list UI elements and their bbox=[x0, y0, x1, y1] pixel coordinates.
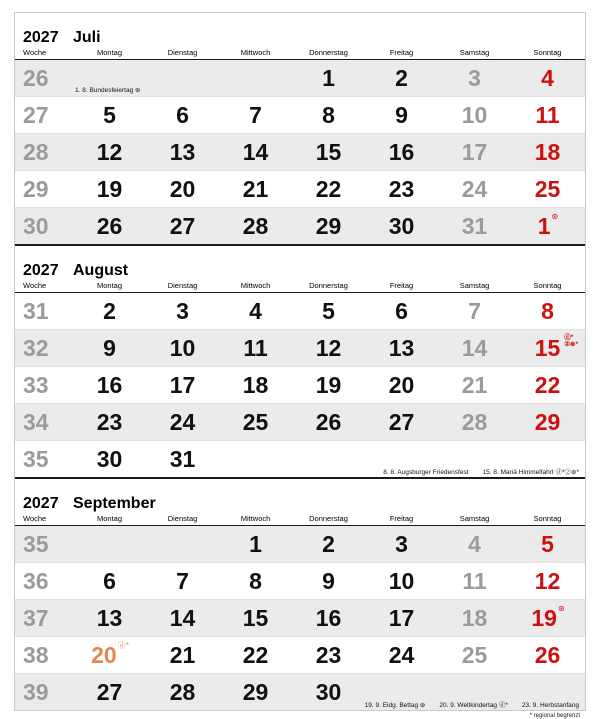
day-number: 29 bbox=[242, 678, 269, 705]
day-number: 13 bbox=[169, 138, 196, 165]
day-cell-empty bbox=[146, 60, 219, 96]
week-row bbox=[15, 367, 585, 404]
day-number: 27 bbox=[96, 678, 123, 705]
day-number: 13 bbox=[96, 604, 123, 631]
day-number: 8 bbox=[249, 567, 262, 594]
day-cell[interactable] bbox=[146, 293, 219, 329]
weekday-header-row bbox=[15, 46, 585, 60]
day-number: 10 bbox=[388, 567, 415, 594]
holiday-notes bbox=[351, 700, 585, 709]
day-cell[interactable] bbox=[219, 367, 292, 403]
day-number: 14 bbox=[242, 138, 269, 165]
weekday-label-donnerstag: Donnerstag bbox=[309, 281, 348, 290]
week-row bbox=[15, 330, 585, 367]
day-cell[interactable] bbox=[292, 367, 365, 403]
holiday-note: 15. 8. Mariä Himmelfahrt ⓓ*②⊛* bbox=[482, 469, 579, 476]
day-cell[interactable] bbox=[511, 60, 584, 96]
day-cell[interactable] bbox=[438, 60, 511, 96]
footnote: * regional begrenzt bbox=[529, 713, 580, 719]
day-number: 1 bbox=[322, 64, 335, 91]
day-cell[interactable] bbox=[511, 404, 584, 440]
day-number: 7 bbox=[249, 101, 262, 128]
day-cell[interactable] bbox=[219, 563, 292, 599]
day-cell[interactable] bbox=[511, 526, 584, 562]
weekday-label-samstag: Samstag bbox=[459, 48, 490, 57]
day-number: 7 bbox=[176, 567, 189, 594]
weekday-label-dienstag: Dienstag bbox=[167, 48, 198, 57]
day-cell[interactable] bbox=[219, 208, 292, 244]
day-number: 24 bbox=[169, 408, 196, 435]
day-cell[interactable] bbox=[73, 563, 146, 599]
week-row bbox=[15, 404, 585, 441]
day-cell[interactable] bbox=[146, 134, 219, 170]
weekday-label-freitag: Freitag bbox=[389, 281, 414, 290]
day-cell[interactable] bbox=[511, 600, 584, 636]
day-number: 23 bbox=[388, 175, 415, 202]
weekday-label-samstag: Samstag bbox=[459, 281, 490, 290]
day-marker: ⊛ bbox=[551, 212, 559, 221]
week-number: 37 bbox=[23, 604, 49, 631]
weekday-header-row bbox=[15, 512, 585, 526]
day-number: 20 bbox=[91, 641, 117, 668]
day-number: 17 bbox=[461, 138, 488, 165]
day-cell[interactable] bbox=[438, 367, 511, 403]
day-cell[interactable] bbox=[219, 600, 292, 636]
day-number: 26 bbox=[96, 212, 123, 239]
week-column-label: Woche bbox=[23, 281, 47, 290]
day-cell[interactable] bbox=[365, 404, 438, 440]
week-row bbox=[15, 637, 585, 674]
day-number: 30 bbox=[315, 678, 342, 705]
day-number: 24 bbox=[388, 641, 415, 668]
day-cell[interactable] bbox=[292, 563, 365, 599]
day-number: 8 bbox=[322, 101, 335, 128]
day-number: 20 bbox=[169, 175, 196, 202]
day-cell[interactable] bbox=[511, 134, 584, 170]
day-cell[interactable] bbox=[365, 367, 438, 403]
month-header bbox=[15, 246, 585, 279]
day-number: 7 bbox=[468, 297, 481, 324]
day-cell[interactable] bbox=[219, 404, 292, 440]
day-number: 17 bbox=[169, 371, 196, 398]
week-row bbox=[15, 60, 585, 97]
day-cell[interactable] bbox=[73, 404, 146, 440]
day-number: 18 bbox=[534, 138, 561, 165]
day-cell[interactable] bbox=[511, 367, 584, 403]
weekday-label-mittwoch: Mittwoch bbox=[240, 514, 271, 523]
day-cell-empty bbox=[73, 526, 146, 562]
week-row bbox=[15, 293, 585, 330]
day-number: 1 bbox=[537, 212, 551, 239]
week-row bbox=[15, 526, 585, 563]
day-cell[interactable] bbox=[146, 367, 219, 403]
day-number: 22 bbox=[242, 641, 269, 668]
day-number: 6 bbox=[176, 101, 189, 128]
day-number: 8 bbox=[541, 297, 554, 324]
day-cell[interactable] bbox=[365, 208, 438, 244]
week-column-label: Woche bbox=[23, 48, 47, 57]
day-cell[interactable] bbox=[438, 637, 511, 673]
weekday-label-samstag: Samstag bbox=[459, 514, 490, 523]
weekday-label-mittwoch: Mittwoch bbox=[240, 48, 271, 57]
day-marker: ⊛ bbox=[557, 604, 565, 613]
day-number: 21 bbox=[242, 175, 269, 202]
day-cell[interactable] bbox=[73, 97, 146, 133]
day-number: 28 bbox=[169, 678, 196, 705]
day-cell[interactable] bbox=[146, 637, 219, 673]
day-number: 15 bbox=[242, 604, 269, 631]
week-number: 27 bbox=[23, 101, 49, 128]
day-number: 18 bbox=[461, 604, 488, 631]
weekday-label-freitag: Freitag bbox=[389, 514, 414, 523]
day-cell[interactable] bbox=[219, 330, 292, 366]
day-number: 16 bbox=[96, 371, 123, 398]
day-marker: ⓓ* bbox=[117, 641, 129, 650]
month-name: September bbox=[73, 495, 156, 512]
day-number: 14 bbox=[461, 334, 488, 361]
day-cell[interactable] bbox=[438, 404, 511, 440]
day-cell[interactable] bbox=[219, 526, 292, 562]
weekday-label-montag: Montag bbox=[96, 281, 123, 290]
holiday-note: 19. 9. Eidg. Bettag ⊛ bbox=[364, 702, 426, 709]
day-cell[interactable] bbox=[292, 134, 365, 170]
weekday-label-donnerstag: Donnerstag bbox=[309, 514, 348, 523]
day-number: 5 bbox=[322, 297, 335, 324]
day-number: 12 bbox=[96, 138, 123, 165]
day-number: 10 bbox=[169, 334, 196, 361]
day-cell[interactable] bbox=[146, 674, 219, 710]
day-number: 4 bbox=[468, 530, 481, 557]
week-number: 35 bbox=[23, 530, 49, 557]
day-number: 24 bbox=[461, 175, 488, 202]
day-cell[interactable] bbox=[73, 441, 146, 477]
day-cell[interactable] bbox=[292, 526, 365, 562]
day-number: 11 bbox=[462, 567, 487, 594]
day-cell[interactable] bbox=[73, 367, 146, 403]
day-number: 5 bbox=[103, 101, 116, 128]
day-cell[interactable] bbox=[365, 134, 438, 170]
day-cell[interactable] bbox=[292, 293, 365, 329]
day-number: 30 bbox=[388, 212, 415, 239]
day-cell[interactable] bbox=[438, 563, 511, 599]
day-cell[interactable] bbox=[73, 330, 146, 366]
day-cell[interactable] bbox=[219, 293, 292, 329]
week-number: 32 bbox=[23, 334, 49, 361]
day-number: 12 bbox=[315, 334, 342, 361]
weekday-label-montag: Montag bbox=[96, 48, 123, 57]
day-cell[interactable] bbox=[365, 330, 438, 366]
day-number: 21 bbox=[461, 371, 488, 398]
week-number: 38 bbox=[23, 641, 49, 668]
calendar-sheet bbox=[14, 12, 586, 711]
weekday-label-montag: Montag bbox=[96, 514, 123, 523]
weekday-header-row bbox=[15, 279, 585, 293]
month-block bbox=[15, 479, 585, 710]
day-cell[interactable] bbox=[146, 208, 219, 244]
day-cell[interactable] bbox=[73, 293, 146, 329]
week-row bbox=[15, 97, 585, 134]
day-cell[interactable] bbox=[365, 171, 438, 207]
weekday-label-dienstag: Dienstag bbox=[167, 281, 198, 290]
day-number: 22 bbox=[315, 175, 342, 202]
day-cell[interactable] bbox=[292, 171, 365, 207]
week-number: 26 bbox=[23, 64, 49, 91]
day-marker-stack: ⓓ* ②⊛* bbox=[564, 334, 578, 348]
day-number: 6 bbox=[103, 567, 116, 594]
month-year: 2027 bbox=[23, 495, 59, 512]
day-cell[interactable] bbox=[365, 600, 438, 636]
day-cell[interactable] bbox=[219, 674, 292, 710]
day-number: 30 bbox=[96, 445, 123, 472]
day-number: 31 bbox=[169, 445, 196, 472]
day-cell[interactable] bbox=[292, 637, 365, 673]
day-number: 4 bbox=[541, 64, 554, 91]
day-cell[interactable] bbox=[438, 330, 511, 366]
month-header bbox=[15, 479, 585, 512]
week-number: 35 bbox=[23, 445, 49, 472]
day-number: 27 bbox=[169, 212, 196, 239]
day-cell[interactable] bbox=[219, 134, 292, 170]
day-number: 18 bbox=[242, 371, 269, 398]
day-cell[interactable] bbox=[511, 293, 584, 329]
week-number: 30 bbox=[23, 212, 49, 239]
day-number: 14 bbox=[169, 604, 196, 631]
month-block bbox=[15, 13, 585, 246]
day-number: 29 bbox=[534, 408, 561, 435]
day-cell[interactable] bbox=[292, 600, 365, 636]
day-number: 12 bbox=[534, 567, 561, 594]
day-number: 11 bbox=[243, 334, 268, 361]
day-cell[interactable] bbox=[146, 97, 219, 133]
day-number: 19 bbox=[315, 371, 342, 398]
month-year: 2027 bbox=[23, 29, 59, 46]
day-number: 29 bbox=[315, 212, 342, 239]
day-cell[interactable] bbox=[511, 563, 584, 599]
day-cell[interactable] bbox=[365, 60, 438, 96]
day-cell[interactable] bbox=[73, 208, 146, 244]
day-number: 31 bbox=[461, 212, 488, 239]
day-number: 25 bbox=[461, 641, 488, 668]
day-cell-empty bbox=[292, 441, 365, 477]
week-row bbox=[15, 171, 585, 208]
day-number: 15 bbox=[315, 138, 342, 165]
week-number: 33 bbox=[23, 371, 49, 398]
week-row bbox=[15, 134, 585, 171]
weekday-label-mittwoch: Mittwoch bbox=[240, 281, 271, 290]
day-cell[interactable] bbox=[146, 600, 219, 636]
week-row bbox=[15, 600, 585, 637]
day-number: 2 bbox=[395, 64, 408, 91]
day-number: 6 bbox=[395, 297, 408, 324]
day-number: 20 bbox=[388, 371, 415, 398]
day-number: 11 bbox=[535, 101, 560, 128]
day-cell[interactable] bbox=[438, 134, 511, 170]
day-cell[interactable] bbox=[146, 404, 219, 440]
day-number: 3 bbox=[468, 64, 481, 91]
day-cell[interactable] bbox=[511, 637, 584, 673]
day-cell[interactable] bbox=[73, 171, 146, 207]
day-number: 9 bbox=[395, 101, 408, 128]
day-number: 25 bbox=[242, 408, 269, 435]
day-cell-empty bbox=[219, 60, 292, 96]
day-cell[interactable] bbox=[365, 97, 438, 133]
day-number: 25 bbox=[534, 175, 561, 202]
day-cell[interactable] bbox=[365, 637, 438, 673]
week-number: 36 bbox=[23, 567, 49, 594]
day-cell[interactable] bbox=[73, 134, 146, 170]
day-cell[interactable] bbox=[146, 330, 219, 366]
week-number: 29 bbox=[23, 175, 49, 202]
day-number: 3 bbox=[395, 530, 408, 557]
day-number: 9 bbox=[103, 334, 116, 361]
weekday-label-dienstag: Dienstag bbox=[167, 514, 198, 523]
day-cell[interactable] bbox=[146, 563, 219, 599]
day-cell[interactable] bbox=[219, 97, 292, 133]
day-cell[interactable] bbox=[438, 208, 511, 244]
day-number: 16 bbox=[315, 604, 342, 631]
day-number: 9 bbox=[322, 567, 335, 594]
month-header bbox=[15, 13, 585, 46]
day-cell-empty bbox=[219, 441, 292, 477]
day-cell[interactable] bbox=[292, 97, 365, 133]
day-cell[interactable] bbox=[292, 330, 365, 366]
week-number: 39 bbox=[23, 678, 49, 705]
day-cell[interactable] bbox=[292, 404, 365, 440]
day-cell[interactable] bbox=[219, 637, 292, 673]
day-number: 28 bbox=[242, 212, 269, 239]
day-number: 23 bbox=[315, 641, 342, 668]
weekday-label-sonntag: Sonntag bbox=[533, 48, 562, 57]
holiday-note: 8. 8. Augsburger Friedensfest bbox=[383, 469, 469, 476]
day-cell[interactable] bbox=[365, 526, 438, 562]
day-number: 2 bbox=[103, 297, 116, 324]
day-number: 19 bbox=[531, 604, 557, 631]
month-name: Juli bbox=[73, 29, 101, 46]
holiday-note: 23. 9. Herbstanfang bbox=[521, 702, 579, 709]
day-cell[interactable] bbox=[73, 674, 146, 710]
day-cell[interactable] bbox=[73, 600, 146, 636]
day-cell[interactable] bbox=[438, 171, 511, 207]
day-number: 2 bbox=[322, 530, 335, 557]
day-number: 26 bbox=[315, 408, 342, 435]
week-row bbox=[15, 208, 585, 244]
day-cell[interactable] bbox=[292, 208, 365, 244]
day-cell[interactable] bbox=[146, 171, 219, 207]
day-number: 26 bbox=[534, 641, 561, 668]
week-column-label: Woche bbox=[23, 514, 47, 523]
day-number: 10 bbox=[461, 101, 488, 128]
weekday-label-donnerstag: Donnerstag bbox=[309, 48, 348, 57]
week-row bbox=[15, 674, 585, 710]
holiday-notes bbox=[369, 467, 585, 476]
day-cell[interactable] bbox=[219, 171, 292, 207]
weekday-label-sonntag: Sonntag bbox=[533, 514, 562, 523]
day-number: 1 bbox=[249, 530, 262, 557]
day-cell[interactable] bbox=[438, 600, 511, 636]
day-number: 27 bbox=[388, 408, 415, 435]
day-number: 19 bbox=[96, 175, 123, 202]
month-year: 2027 bbox=[23, 262, 59, 279]
day-number: 17 bbox=[388, 604, 415, 631]
day-number: 23 bbox=[96, 408, 123, 435]
month-block bbox=[15, 246, 585, 479]
week-number: 34 bbox=[23, 408, 49, 435]
day-number: 22 bbox=[534, 371, 561, 398]
day-cell[interactable] bbox=[292, 60, 365, 96]
day-number: 16 bbox=[388, 138, 415, 165]
weekday-label-sonntag: Sonntag bbox=[533, 281, 562, 290]
day-cell[interactable] bbox=[511, 330, 584, 366]
day-number: 13 bbox=[388, 334, 415, 361]
day-number: 15 bbox=[534, 334, 561, 361]
day-cell[interactable] bbox=[438, 526, 511, 562]
day-number: 28 bbox=[461, 408, 488, 435]
day-cell[interactable] bbox=[438, 293, 511, 329]
week-number: 31 bbox=[23, 297, 49, 324]
day-number: 21 bbox=[169, 641, 196, 668]
month-name: August bbox=[73, 262, 129, 279]
day-number: 4 bbox=[249, 297, 262, 324]
day-cell-empty bbox=[146, 526, 219, 562]
day-cell[interactable] bbox=[438, 97, 511, 133]
day-cell[interactable] bbox=[511, 208, 584, 244]
week-row bbox=[15, 563, 585, 600]
day-cell[interactable] bbox=[146, 441, 219, 477]
day-cell[interactable] bbox=[365, 293, 438, 329]
day-cell[interactable] bbox=[73, 637, 146, 673]
weekday-label-freitag: Freitag bbox=[389, 48, 414, 57]
day-number: 3 bbox=[176, 297, 189, 324]
holiday-note: 20. 9. Weltkindertag ⓓ* bbox=[439, 702, 508, 709]
week-number: 28 bbox=[23, 138, 49, 165]
day-number: 5 bbox=[541, 530, 554, 557]
day-cell[interactable] bbox=[511, 97, 584, 133]
day-cell[interactable] bbox=[511, 171, 584, 207]
holiday-note-left: 1. 8. Bundesfeiertag ⊛ bbox=[75, 87, 141, 94]
day-cell[interactable] bbox=[365, 563, 438, 599]
week-row bbox=[15, 441, 585, 477]
